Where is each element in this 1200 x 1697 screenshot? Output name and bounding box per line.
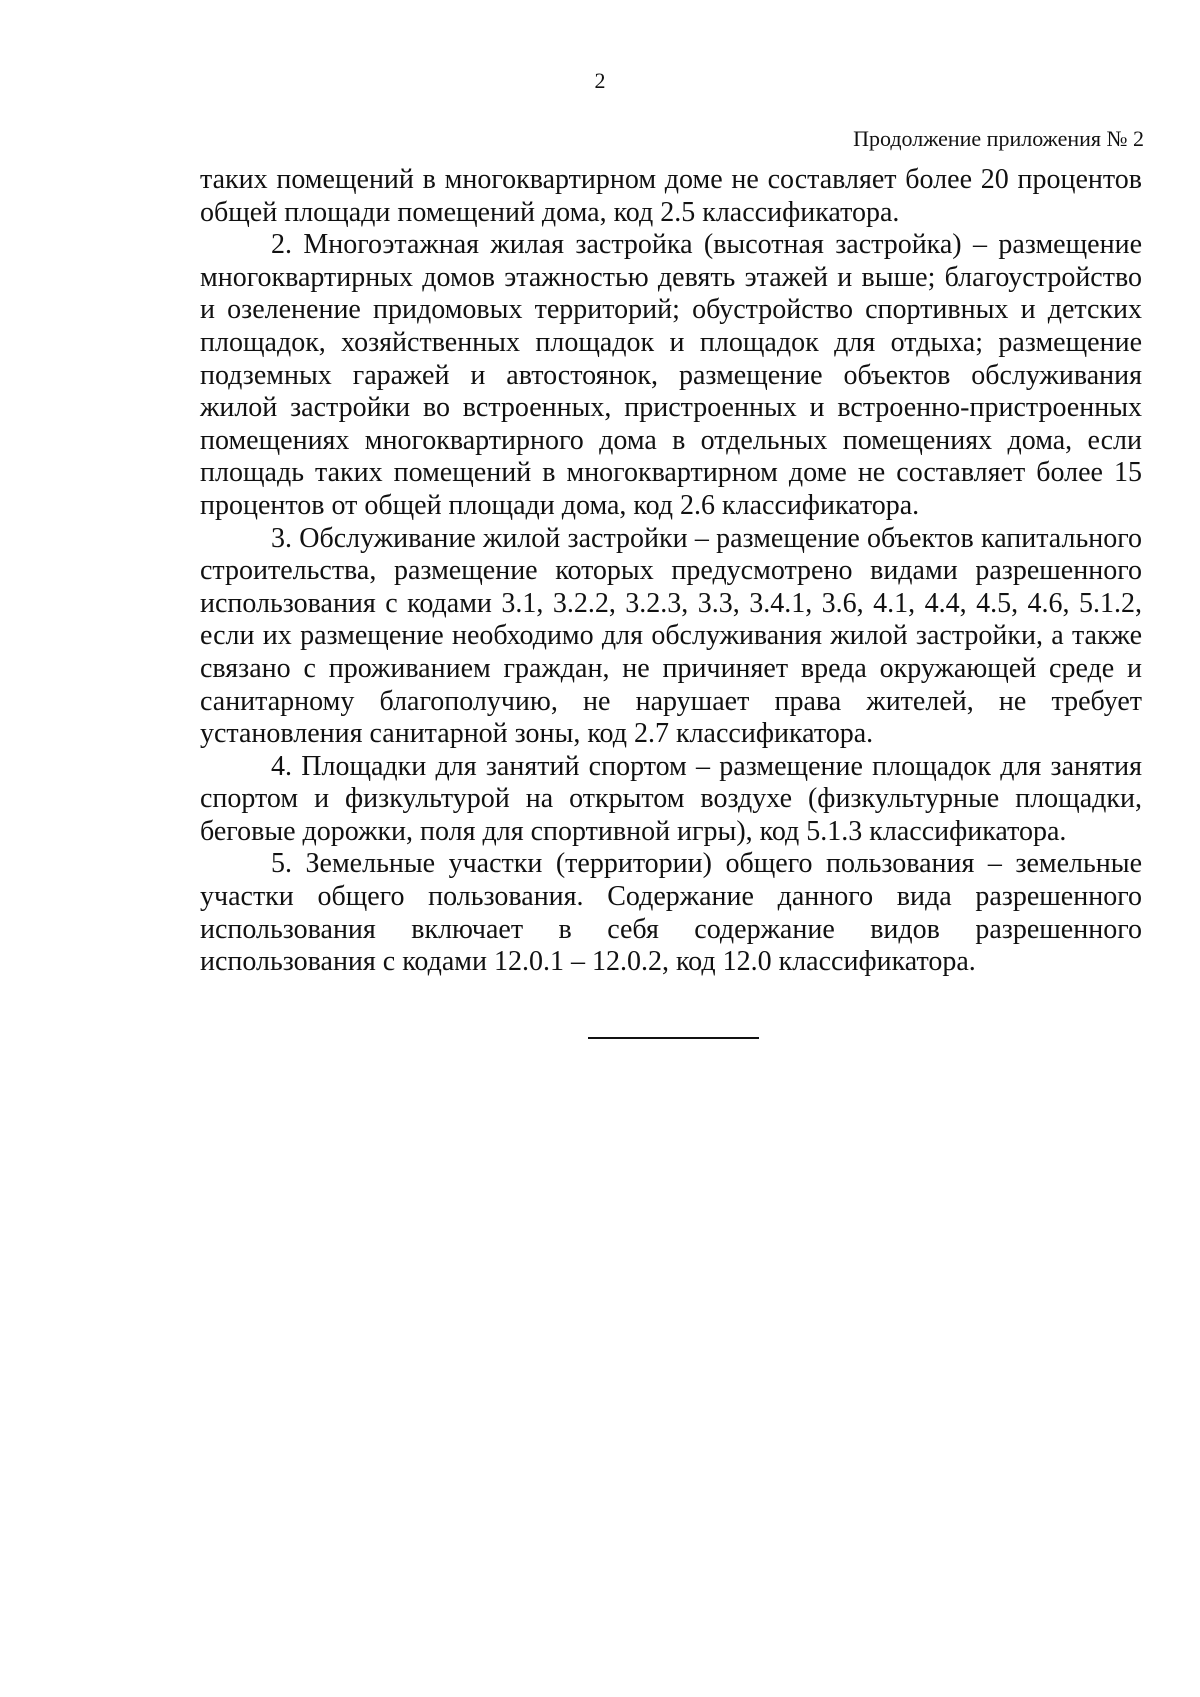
paragraph-item-4: 4. Площадки для занятий спортом – размещение площадок для занятия спортом и физкультурой на открытом воздухе (физкультурные площадки, беговые дорожки, поля для спортивной игры), код 5.1.3 классификатора.	[200, 750, 1142, 847]
end-of-document-rule	[588, 1037, 759, 1039]
document-body	[200, 164, 1142, 979]
paragraph-item-5: 5. Земельные участки (территории) общего пользования – земельные участки общего пользования. Содержание данного вида разрешенного использования включает в себя содержание видов разрешенного использования с кодами 12.0.1 – 12.0.2, код 12.0 классификатора.	[200, 848, 1142, 978]
paragraph-continued: таких помещений в многоквартирном доме не составляет более 20 процентов общей площади помещений дома, код 2.5 классификатора.	[200, 164, 1142, 228]
paragraph-item-3: 3. Обслуживание жилой застройки – размещение объектов капитального строительства, размещение которых предусмотрено видами разрешенного использования с кодами 3.1, 3.2.2, 3.2.3, 3.3, 3.4.1, 3.6, 4.1, 4.4, 4.5, 4.6, 5.1.2, если их размещение необходимо для обслуживания жилой застройки, а также связано с проживанием граждан, не причиняет вреда окружающей среде и санитарному благополучию, не нарушает права жителей, не требует установления санитарной зоны, код 2.7 классификатора.	[200, 522, 1142, 750]
paragraph-item-2: 2. Многоэтажная жилая застройка (высотная застройка) – размещение многоквартирных домов этажностью девять этажей и выше; благоустройство и озеленение придомовых территорий; обустройство спортивных и детских площадок, хозяйственных площадок и площадок для отдыха; размещение подземных гаражей и автостоянок, размещение объектов обслуживания жилой застройки во встроенных, пристроенных и встроенно-пристроенных помещениях многоквартирного дома в отдельных помещениях дома, если площадь таких помещений в многоквартирном доме не составляет более 15 процентов от общей площади дома, код 2.6 классификатора.	[200, 229, 1142, 521]
appendix-continuation-note: Продолжение приложения № 2	[853, 126, 1144, 151]
page-number: 2	[594, 68, 606, 93]
